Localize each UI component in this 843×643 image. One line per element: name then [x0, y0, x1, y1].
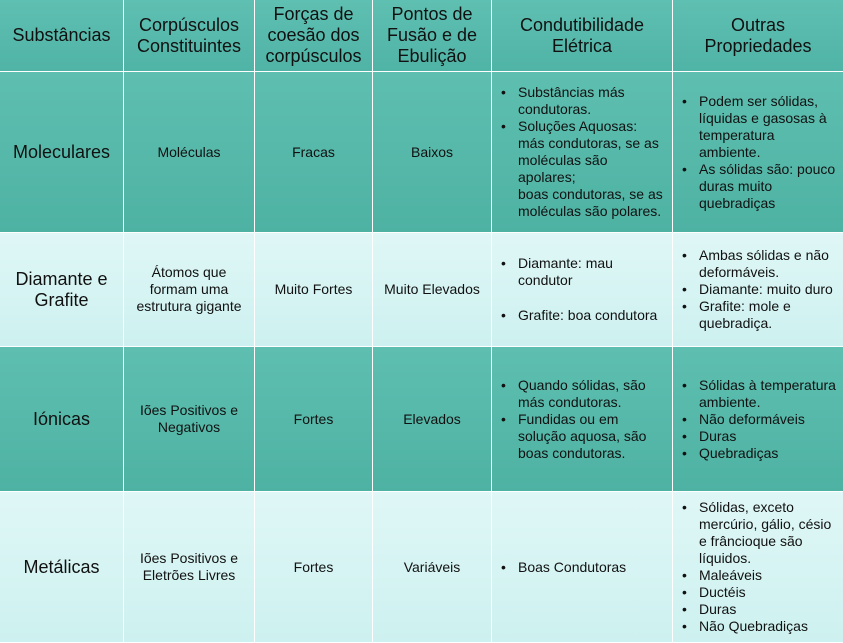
- points-value: Elevados: [403, 410, 461, 427]
- list-item: • Soluções Aquosas: más condutoras, se as moléculas são apolares;: [498, 118, 666, 186]
- list-item: • As sólidas são: pouco duras muito quebradiças: [679, 161, 837, 212]
- cell-forces: [255, 233, 373, 347]
- other-properties-list: [679, 377, 837, 462]
- list-item: • Ductéis: [679, 584, 837, 601]
- forces-value: Fracas: [292, 143, 335, 160]
- cell-points: [373, 233, 492, 347]
- substance-name: Iónicas: [32, 408, 91, 429]
- cell-conductivity: [492, 72, 673, 233]
- header-label: Corpúsculos Constituintes: [136, 14, 242, 56]
- list-item: • Duras: [679, 428, 837, 445]
- header-other-properties: [673, 0, 843, 72]
- substance-name: Metálicas: [23, 556, 100, 577]
- conductivity-list: [498, 559, 626, 576]
- list-item: • Quando sólidas, são más condutoras.: [498, 377, 666, 411]
- list-item: • Fundidas ou em solução aquosa, são boas condutoras.: [498, 411, 666, 462]
- cell-particles: [124, 233, 255, 347]
- row-head-metallic: [0, 492, 124, 643]
- list-item: • Grafite: mole e quebradiça.: [679, 298, 837, 332]
- cell-other-properties: [673, 72, 843, 233]
- header-label: Outras Propriedades: [704, 14, 812, 56]
- list-item: • Duras: [679, 601, 837, 618]
- header-label: Pontos de Fusão e de Ebulição: [386, 4, 478, 66]
- list-item: • Maleáveis: [679, 567, 837, 584]
- list-item: • Substâncias más condutoras.: [498, 84, 666, 118]
- conductivity-list: [498, 377, 666, 462]
- header-label: Substâncias: [12, 25, 111, 45]
- conductivity-list: [498, 255, 666, 324]
- other-properties-list: [679, 499, 837, 635]
- points-value: Variáveis: [403, 558, 461, 575]
- list-item: • Ambas sólidas e não deformáveis.: [679, 247, 837, 281]
- forces-value: Muito Fortes: [274, 281, 353, 297]
- particles-value: Moléculas: [157, 143, 221, 160]
- cell-conductivity: [492, 492, 673, 643]
- substance-name: Diamante e Grafite: [15, 268, 108, 310]
- cell-conductivity: [492, 233, 673, 347]
- list-item: • Não Quebradiças: [679, 618, 837, 635]
- list-item: • Não deformáveis: [679, 411, 837, 428]
- cell-forces: [255, 492, 373, 643]
- header-cohesion-forces: [255, 0, 373, 72]
- row-head-diamond-graphite: [0, 233, 124, 347]
- cell-particles: [124, 347, 255, 492]
- cell-other-properties: [673, 347, 843, 492]
- forces-value: Fortes: [293, 410, 334, 427]
- cell-forces: [255, 72, 373, 233]
- particles-value: Átomos que formam uma estrutura gigante: [136, 264, 242, 314]
- substance-name: Moleculares: [12, 141, 111, 162]
- cell-other-properties: [673, 233, 843, 347]
- list-item: • Sólidas, exceto mercúrio, gálio, césio e frâncioque são líquidos.: [679, 499, 837, 567]
- cell-particles: [124, 492, 255, 643]
- particles-value: Iões Positivos e Eletrões Livres: [139, 550, 239, 583]
- list-item: • Podem ser sólidas, líquidas e gasosas à temperatura ambiente.: [679, 93, 837, 161]
- list-item: • Quebradiças: [679, 445, 837, 462]
- header-electrical-conductivity: [492, 0, 673, 72]
- cell-points: [373, 492, 492, 643]
- row-head-molecular: [0, 72, 124, 233]
- list-item: • Grafite: boa condutora: [498, 307, 666, 324]
- list-item: • Sólidas à temperatura ambiente.: [679, 377, 837, 411]
- cell-points: [373, 72, 492, 233]
- particles-value: Iões Positivos e Negativos: [139, 402, 239, 435]
- forces-value: Fortes: [293, 558, 334, 575]
- header-substances: [0, 0, 124, 72]
- other-properties-list: [679, 93, 837, 212]
- cell-particles: [124, 72, 255, 233]
- cell-other-properties: [673, 492, 843, 643]
- header-melting-boiling-points: [373, 0, 492, 72]
- conductivity-list: [498, 84, 666, 220]
- cell-points: [373, 347, 492, 492]
- cell-conductivity: [492, 347, 673, 492]
- points-value: Baixos: [410, 143, 454, 160]
- row-head-ionic: [0, 347, 124, 492]
- header-label: Condutibilidade Elétrica: [519, 14, 645, 56]
- list-item: • Boas Condutoras: [498, 559, 626, 576]
- header-label: Forças de coesão dos corpúsculos: [265, 4, 362, 66]
- list-item: • Diamante: muito duro: [679, 281, 837, 298]
- points-value: Muito Elevados: [384, 281, 480, 297]
- header-particles: [124, 0, 255, 72]
- cell-forces: [255, 347, 373, 492]
- other-properties-list: [679, 247, 837, 332]
- list-item: • Diamante: mau condutor: [498, 255, 666, 289]
- list-item: boas condutoras, se as moléculas são polares.: [518, 186, 663, 219]
